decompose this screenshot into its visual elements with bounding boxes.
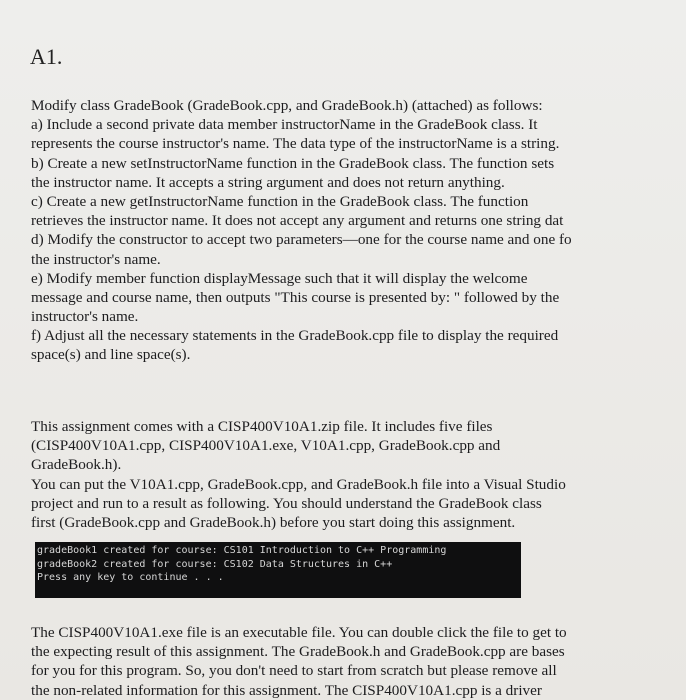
console-output-screenshot [35,542,521,598]
instruction-line: retrieves the instructor name. It does not accept any argument and returns one string dat [31,212,564,230]
assignment-block [31,417,686,532]
console-line: gradeBook2 created for course: CS102 Data Structures in C++ [37,558,393,570]
instruction-line: space(s) and line space(s). [31,346,191,364]
instruction-line: c) Create a new getInstructorName function in the GradeBook class. The function [31,192,529,210]
instruction-line: the instructor name. It accepts a string argument and does not return anything. [31,173,505,191]
instruction-line: instructor's name. [31,308,139,326]
assignment-line: GradeBook.h). [31,456,122,474]
assignment-line: (CISP400V10A1.cpp, CISP400V10A1.exe, V10A1.cpp, GradeBook.cpp and [31,437,501,455]
assignment-line: You can put the V10A1.cpp, GradeBook.cpp, and GradeBook.h file into a Visual Studio [31,475,566,493]
instruction-line: a) Include a second private data member instructorName in the GradeBook class. It [31,116,538,134]
console-line: gradeBook1 created for course: CS101 Introduction to C++ Programming [37,545,447,556]
closing-line: The CISP400V10A1.exe file is an executable file. You can double click the file to get to [31,624,567,641]
console-line: Press any key to continue . . . [37,572,224,583]
section-heading: A1. [30,44,63,69]
assignment-line: project and run to a result as following. You should understand the GradeBook class [31,494,542,512]
assignment-line: first (GradeBook.cpp and GradeBook.h) before you start doing this assignment. [31,513,516,531]
instruction-line: Modify class GradeBook (GradeBook.cpp, and GradeBook.h) (attached) as follows: [31,97,543,114]
instruction-line: d) Modify the constructor to accept two parameters—one for the course name and one fo [31,231,572,249]
closing-block [31,623,686,700]
instruction-line: message and course name, then outputs "This course is presented by: " followed by the [31,288,560,306]
instructions-block [31,96,686,365]
closing-line: the non-related information for this assignment. The CISP400V10A1.cpp is a driver [31,681,542,699]
instruction-line: e) Modify member function displayMessage such that it will display the welcome [31,269,528,287]
instruction-line: b) Create a new setInstructorName function in the GradeBook class. The function sets [31,154,555,172]
instruction-line: represents the course instructor's name. The data type of the instructorName is a string. [31,135,560,153]
instruction-line: f) Adjust all the necessary statements in the GradeBook.cpp file to display the required [31,327,559,345]
closing-line: for you for this program. So, you don't need to start from scratch but please remove all [31,662,557,680]
instruction-line: the instructor's name. [31,250,161,268]
closing-line: the expecting result of this assignment. The GradeBook.h and GradeBook.cpp are bases [31,643,565,661]
assignment-line: This assignment comes with a CISP400V10A1.zip file. It includes five files [31,418,493,435]
